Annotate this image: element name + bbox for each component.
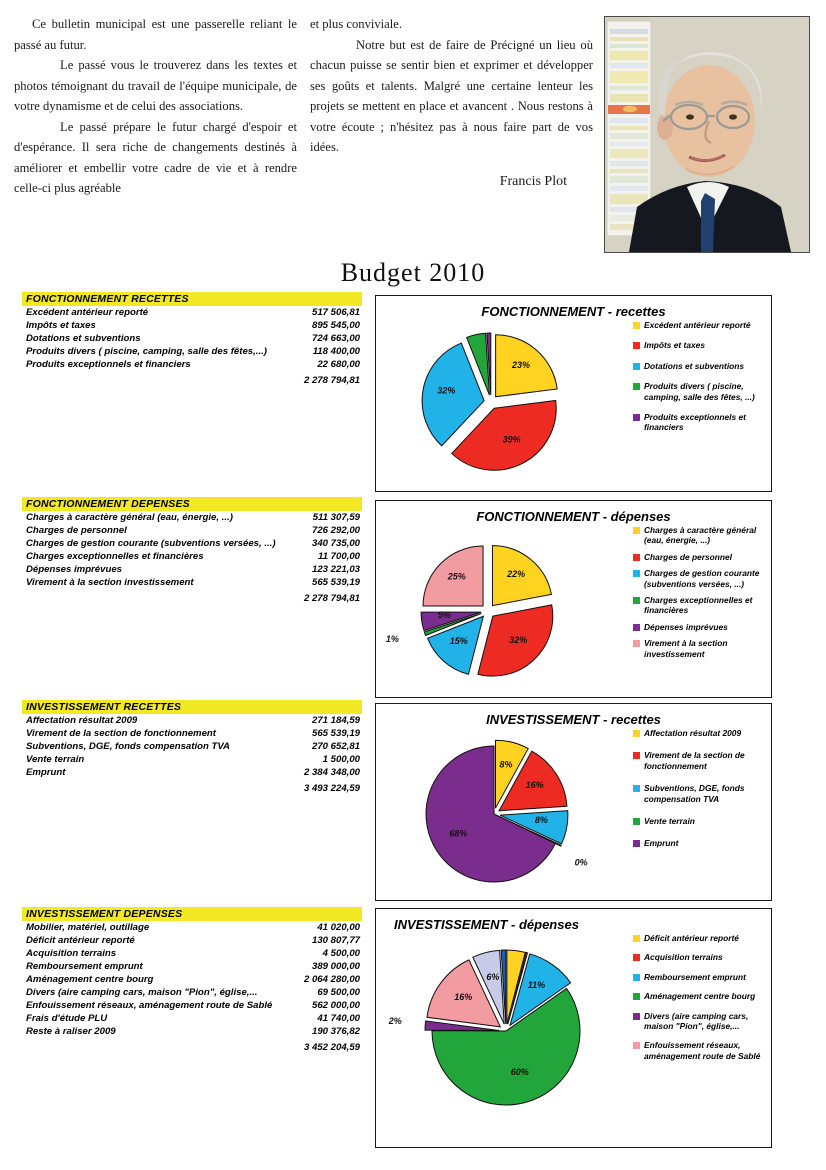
- legend-swatch-icon: [633, 730, 640, 737]
- row-label: Mobilier, matériel, outillage: [26, 922, 150, 934]
- legend-swatch-icon: [633, 363, 640, 370]
- legend-swatch-icon: [633, 840, 640, 847]
- row-label: Remboursement emprunt: [26, 961, 143, 973]
- row-amount: 4 500,00: [322, 948, 360, 960]
- row-amount: 69 500,00: [317, 987, 360, 999]
- table-row: [22, 307, 362, 320]
- slice-percent-label: 15%: [449, 636, 468, 647]
- row-amount: 2 064 280,00: [303, 974, 360, 986]
- row-label: Aménagement centre bourg: [26, 974, 154, 986]
- legend-label: Remboursement emprunt: [644, 971, 746, 982]
- row-label: Impôts et taxes: [26, 320, 96, 332]
- row-amount: 270 652,81: [311, 741, 360, 753]
- table-row: [22, 987, 362, 1000]
- row-label: Subventions, DGE, fonds compensation TVA: [26, 741, 230, 753]
- legend-label: Emprunt: [644, 838, 679, 849]
- row-amount: 895 545,00: [311, 320, 360, 332]
- slice-percent-label: 32%: [437, 385, 456, 396]
- legend-label: Déficit antérieur reporté: [644, 933, 739, 943]
- chart-title: INVESTISSEMENT - dépenses: [394, 917, 579, 932]
- legend-swatch-icon: [633, 597, 640, 604]
- row-label: Déficit antérieur reporté: [26, 935, 135, 947]
- legend-item: [633, 728, 765, 738]
- slice-percent-label: 25%: [447, 571, 466, 582]
- chart-title: FONCTIONNEMENT - recettes: [481, 304, 666, 319]
- row-label: Produits divers ( piscine, camping, salle des fêtes,...): [26, 346, 267, 358]
- table-total-row: [22, 372, 362, 388]
- table-row: [22, 359, 362, 372]
- row-label: Charges à caractère général (eau, énergie, ...): [26, 512, 233, 524]
- table-row: [22, 935, 362, 948]
- slice-percent-label: 22%: [507, 568, 526, 579]
- total-label: [22, 372, 267, 388]
- legend-swatch-icon: [633, 954, 640, 961]
- portrait-photo: [604, 16, 810, 253]
- slice-percent-label: 23%: [512, 359, 531, 370]
- legend-item: [633, 568, 765, 589]
- budget-table-investissement-recettes: [22, 700, 362, 796]
- pie-chart-fonctionnement-depenses: [375, 500, 772, 698]
- row-label: Vente terrain: [26, 754, 85, 766]
- legend-item: [633, 816, 765, 826]
- legend-label: Impôts et taxes: [644, 340, 705, 351]
- slice-percent-label: 8%: [534, 814, 548, 825]
- legend-label: Charges exceptionnelles et financières: [644, 595, 753, 616]
- row-amount: 389 000,00: [311, 961, 360, 973]
- row-amount: 565 539,19: [311, 728, 360, 740]
- slice-percent-label: 16%: [454, 991, 473, 1002]
- legend-item: [633, 525, 765, 546]
- table-row: [22, 974, 362, 987]
- page-title: Budget 2010: [340, 258, 486, 287]
- legend-swatch-icon: [633, 818, 640, 825]
- row-amount: 123 221,03: [311, 564, 360, 576]
- legend-swatch-icon: [633, 383, 640, 390]
- legend-swatch-icon: [633, 554, 640, 561]
- row-label: Reste à raliser 2009: [26, 1026, 116, 1038]
- row-amount: 190 376,82: [311, 1026, 360, 1038]
- table-row: [22, 961, 362, 974]
- slice-percent-label: 2%: [388, 1016, 402, 1027]
- slice-percent-label: 0%: [574, 857, 588, 868]
- table-total-row: [22, 1039, 362, 1055]
- table-row: [22, 538, 362, 551]
- legend-swatch-icon: [633, 624, 640, 631]
- pie-chart-fonctionnement-recettes: [375, 295, 772, 492]
- legend-label: Dotations et subventions: [644, 360, 745, 371]
- chart-legend: [633, 320, 765, 443]
- table-row: [22, 741, 362, 754]
- row-amount: 565 539,19: [311, 577, 360, 589]
- legend-item: [633, 595, 765, 616]
- legend-swatch-icon: [633, 752, 640, 759]
- row-amount: 511 307,59: [312, 512, 360, 524]
- signature: Francis Plot: [499, 173, 567, 189]
- legend-label: Vente terrain: [644, 816, 695, 827]
- slice-percent-label: 5%: [437, 609, 451, 620]
- row-label: Emprunt: [26, 767, 66, 779]
- total-label: [22, 590, 276, 606]
- legend-swatch-icon: [633, 974, 640, 981]
- row-label: Excédent antérieur reporté: [26, 307, 149, 319]
- legend-item: [633, 1011, 765, 1032]
- legend-label: Dépenses imprévues: [644, 621, 728, 632]
- row-amount: 118 400,00: [312, 346, 360, 358]
- slice-percent-label: 16%: [525, 780, 544, 791]
- legend-swatch-icon: [633, 527, 640, 534]
- table-row: [22, 728, 362, 741]
- legend-item: [633, 783, 765, 804]
- row-label: Virement de la section de fonctionnement: [26, 728, 216, 740]
- legend-swatch-icon: [633, 935, 640, 942]
- table-body: [22, 715, 362, 796]
- row-amount: 11 700,00: [318, 551, 360, 563]
- row-amount: 1 500,00: [322, 754, 360, 766]
- pie-graphic: [376, 722, 626, 903]
- table-body: [22, 922, 362, 1054]
- table-total-row: [22, 780, 362, 796]
- legend-swatch-icon: [633, 640, 640, 647]
- table-row: [22, 948, 362, 961]
- legend-label: Virement de la section de fonctionnement: [644, 750, 745, 771]
- row-amount: 130 807,77: [311, 935, 360, 947]
- table-row: [22, 512, 362, 525]
- legend-item: [633, 1040, 765, 1061]
- slice-percent-label: 32%: [509, 635, 528, 646]
- table-body: [22, 307, 362, 388]
- legend-label: Enfouissement réseaux, aménagement route de Sablé: [644, 1040, 761, 1061]
- total-amount: 2 278 794,81: [303, 374, 360, 386]
- legend-swatch-icon: [633, 570, 640, 577]
- table-header: INVESTISSEMENT DEPENSES: [22, 907, 362, 921]
- slice-percent-label: 8%: [499, 759, 513, 770]
- legend-label: Produits divers ( piscine, camping, salle des fêtes, ...): [644, 381, 755, 402]
- total-amount: 2 278 794,81: [303, 592, 360, 604]
- legend-item: [633, 750, 765, 771]
- table-row: [22, 320, 362, 333]
- chart-legend: [633, 933, 765, 1070]
- row-amount: 22 680,00: [317, 359, 360, 371]
- row-label: Enfouissement réseaux, aménagement route de Sablé: [26, 1000, 273, 1012]
- table-row: [22, 577, 362, 590]
- legend-item: [633, 381, 765, 402]
- table-row: [22, 525, 362, 538]
- row-label: Divers (aire camping cars, maison "Pion", église,...: [26, 987, 258, 999]
- table-header: INVESTISSEMENT RECETTES: [22, 700, 362, 714]
- row-amount: 340 735,00: [311, 538, 360, 550]
- total-label: [22, 1039, 272, 1055]
- slice-percent-label: 39%: [502, 434, 521, 445]
- budget-table-fonctionnement-recettes: [22, 292, 362, 388]
- paragraph: Notre but est de faire de Précigné un lieu où chacun puisse se sentir bien et exprimer et développer ses goûts et talents. Malgré une certaine lenteur les projets se mettent en place et avancent . Nous restons à votre écoute ; n'hésitez pas à nous faire part de vos idées.: [310, 37, 593, 154]
- total-amount: 3 493 224,59: [303, 782, 360, 794]
- editorial-right-column: [310, 14, 593, 192]
- row-label: Produits exceptionnels et financiers: [26, 359, 191, 371]
- row-label: Virement à la section investissement: [26, 577, 194, 589]
- table-row: [22, 767, 362, 780]
- legend-label: Charges à caractère général (eau, énergie, ...): [644, 525, 757, 546]
- legend-swatch-icon: [633, 322, 640, 329]
- pie-chart-investissement-depenses: [375, 908, 772, 1148]
- table-row: [22, 1013, 362, 1026]
- legend-swatch-icon: [633, 785, 640, 792]
- legend-swatch-icon: [633, 1013, 640, 1020]
- table-row: [22, 922, 362, 935]
- slice-percent-label: 60%: [510, 1066, 529, 1077]
- total-amount: 3 452 204,59: [303, 1041, 360, 1053]
- legend-label: Affectation résultat 2009: [644, 728, 742, 738]
- table-body: [22, 512, 362, 606]
- legend-label: Charges de personnel: [644, 551, 732, 562]
- legend-item: [633, 638, 765, 659]
- chart-title: FONCTIONNEMENT - dépenses: [476, 509, 671, 524]
- legend-label: Aménagement centre bourg: [644, 991, 756, 1002]
- legend-item: [633, 972, 765, 982]
- row-amount: 2 384 348,00: [303, 767, 360, 779]
- table-row: [22, 551, 362, 564]
- table-row: [22, 333, 362, 346]
- row-amount: 726 292,00: [311, 525, 360, 537]
- total-label: [22, 780, 264, 796]
- editorial-left-column: [14, 14, 297, 199]
- budget-table-fonctionnement-depenses: [22, 497, 362, 606]
- legend-item: [633, 991, 765, 1001]
- legend-item: [633, 320, 765, 330]
- row-label: Charges de gestion courante (subventions versées, ...): [26, 538, 276, 550]
- table-row: [22, 1026, 362, 1039]
- row-amount: 41 020,00: [317, 922, 360, 934]
- legend-item: [633, 361, 765, 371]
- slice-percent-label: 11%: [527, 979, 546, 990]
- row-label: Charges exceptionnelles et financières: [26, 551, 204, 563]
- legend-item: [633, 622, 765, 632]
- row-amount: 271 184,59: [311, 715, 360, 727]
- row-label: Frais d'étude PLU: [26, 1013, 108, 1025]
- table-row: [22, 1000, 362, 1013]
- row-amount: 724 663,00: [311, 333, 360, 345]
- table-header: FONCTIONNEMENT RECETTES: [22, 292, 362, 306]
- row-amount: 517 506,81: [311, 307, 360, 319]
- row-label: Dotations et subventions: [26, 333, 141, 345]
- row-amount: 41 740,00: [317, 1013, 360, 1025]
- pie-graphic: [376, 519, 626, 700]
- slice-percent-label: 1%: [385, 633, 399, 644]
- slice-percent-label: [511, 927, 525, 929]
- slice-percent-label: 6%: [486, 971, 500, 982]
- table-row: [22, 715, 362, 728]
- table-row: [22, 754, 362, 767]
- legend-label: Divers (aire camping cars, maison "Pion", église,...: [644, 1010, 749, 1032]
- chart-title: INVESTISSEMENT - recettes: [486, 712, 661, 727]
- paragraph: Ce bulletin municipal est une passerelle reliant le passé au futur.: [14, 17, 297, 52]
- chart-legend: [633, 525, 765, 665]
- pie-chart-investissement-recettes: [375, 703, 772, 901]
- row-label: Acquisition terrains: [26, 948, 117, 960]
- legend-item: [633, 340, 765, 350]
- row-label: Dépenses imprévues: [26, 564, 122, 576]
- paragraph: et plus conviviale.: [310, 17, 402, 31]
- slice-percent-label: 68%: [449, 828, 468, 839]
- legend-swatch-icon: [633, 414, 640, 421]
- paragraph: Le passé prépare le futur chargé d'espoir et d'espérance. Il sera riche de changements destinés à améliorer et embellir votre cadre de vie et à rendre celle-ci plus agréable: [14, 119, 297, 195]
- chart-legend: [633, 728, 765, 861]
- paragraph: Le passé vous le trouverez dans les textes et photos témoignant du travail de l'équipe municipale, de votre dynamisme et de celui des associations.: [14, 58, 297, 113]
- row-label: Affectation résultat 2009: [26, 715, 138, 727]
- table-row: [22, 346, 362, 359]
- table-row: [22, 564, 362, 577]
- legend-item: [633, 412, 765, 433]
- legend-label: Charges de gestion courante (subventions versées, ...): [644, 568, 760, 589]
- legend-label: Virement à la section investissement: [644, 638, 728, 659]
- legend-label: Produits exceptionnels et financiers: [644, 412, 746, 433]
- legend-swatch-icon: [633, 342, 640, 349]
- legend-item: [633, 552, 765, 562]
- legend-item: [633, 952, 765, 962]
- legend-item: [633, 838, 765, 848]
- editorial-section: [0, 0, 826, 258]
- budget-table-investissement-depenses: [22, 907, 362, 1054]
- legend-swatch-icon: [633, 993, 640, 1000]
- legend-swatch-icon: [633, 1042, 640, 1049]
- pie-graphic: [376, 314, 626, 494]
- legend-label: Excédent antérieur reporté: [644, 320, 751, 330]
- legend-label: Subventions, DGE, fonds compensation TVA: [644, 783, 745, 804]
- row-amount: 562 000,00: [311, 1000, 360, 1012]
- legend-item: [633, 933, 765, 943]
- pie-graphic: [376, 927, 631, 1147]
- table-total-row: [22, 590, 362, 606]
- row-label: Charges de personnel: [26, 525, 127, 537]
- table-header: FONCTIONNEMENT DEPENSES: [22, 497, 362, 511]
- legend-label: Acquisition terrains: [644, 952, 723, 963]
